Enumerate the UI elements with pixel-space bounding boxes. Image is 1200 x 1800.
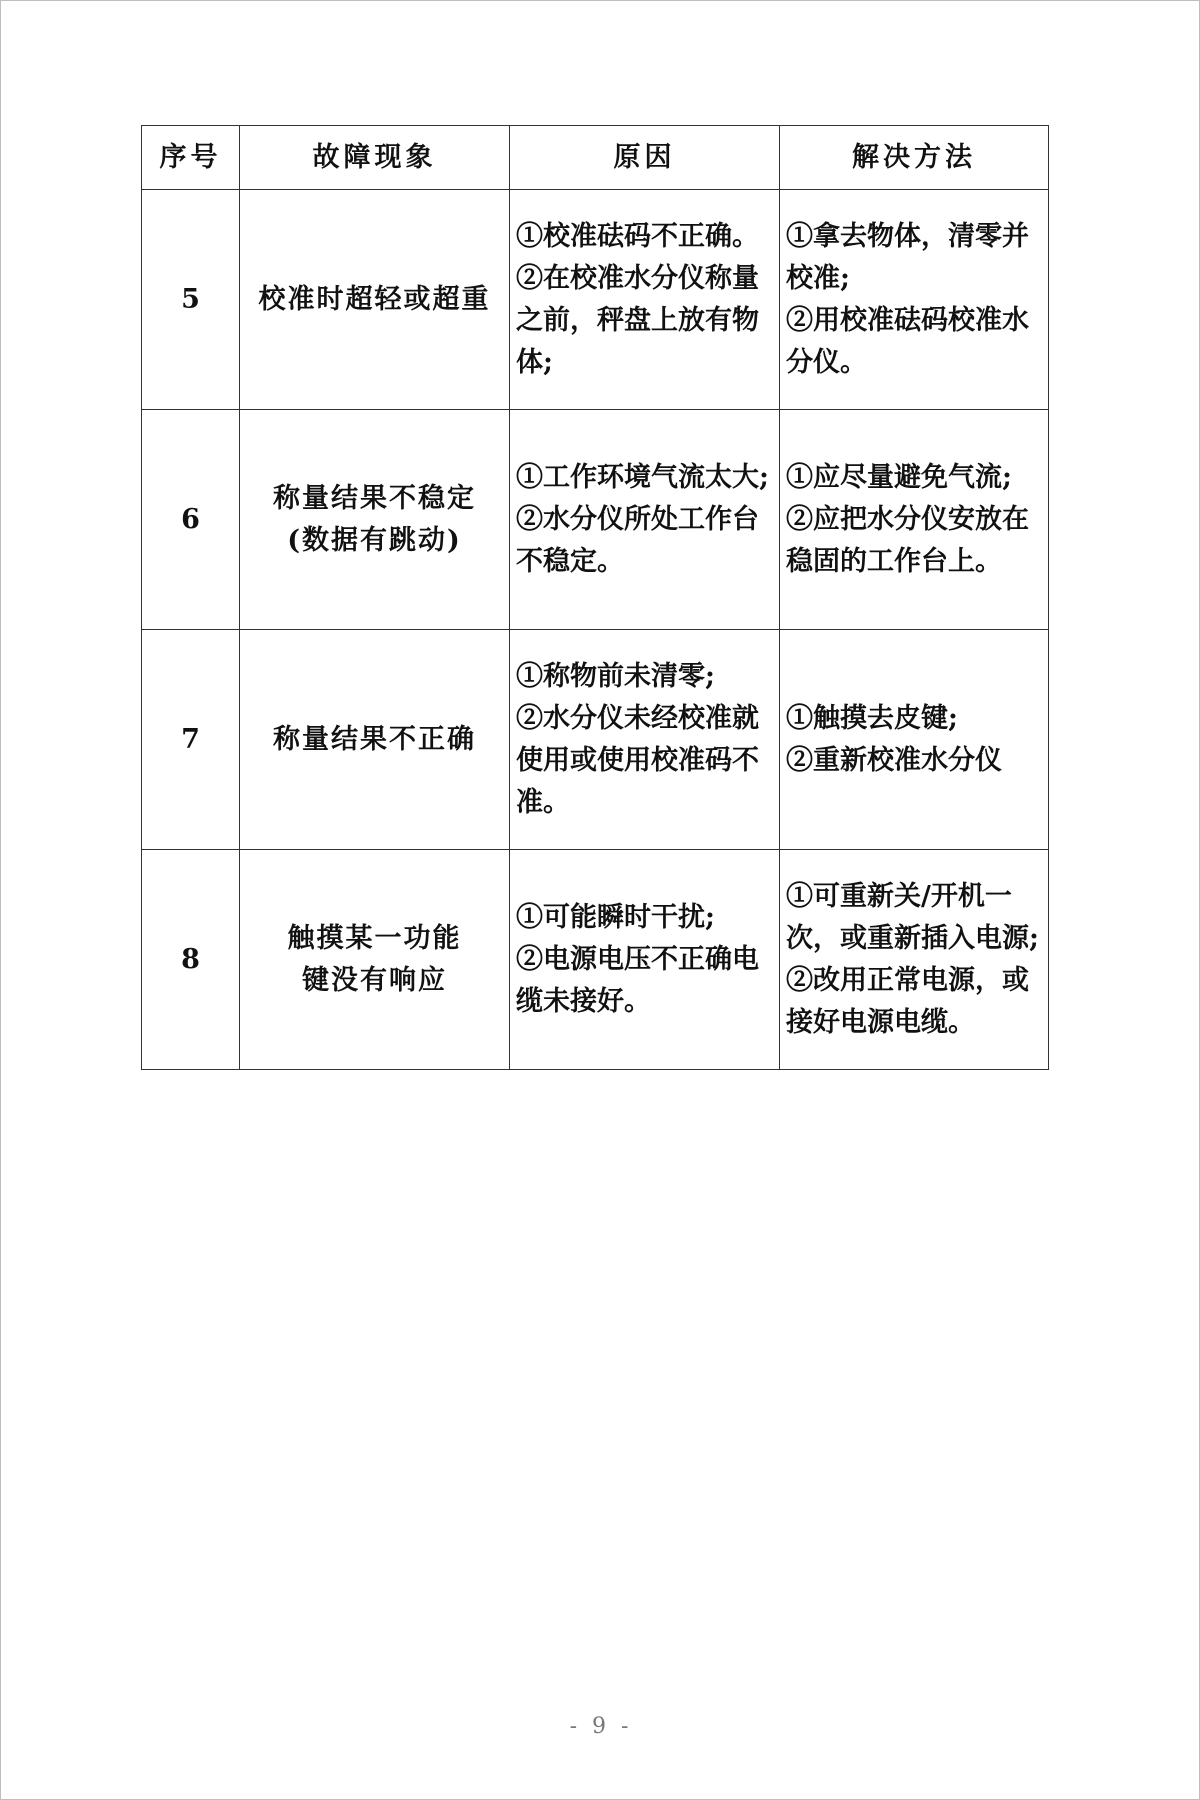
symptom-line: 触摸某一功能: [287, 922, 462, 954]
fault-solution: [780, 850, 1049, 1070]
symptom-line: 校准时超轻或超重: [258, 283, 491, 315]
symptom-line: 称量结果不正确: [273, 723, 476, 755]
solution-item: ①可重新关/开机一次，或重新插入电源;: [786, 880, 1039, 954]
header-cause: 原因: [510, 126, 780, 190]
table-header-row: [142, 126, 1049, 190]
fault-cause: [510, 410, 780, 630]
fault-solution: [780, 410, 1049, 630]
row-number: 5: [142, 190, 240, 410]
fault-cause: [510, 630, 780, 850]
solution-item: ①应尽量避免气流;: [786, 461, 1012, 493]
fault-solution: [780, 630, 1049, 850]
solution-item: ②应把水分仪安放在稳固的工作台上。: [786, 503, 1029, 577]
troubleshooting-table: [141, 125, 1049, 1070]
cause-item: ①校准砝码不正确。: [516, 220, 759, 252]
table-row: [142, 850, 1049, 1070]
solution-item: ②改用正常电源，或接好电源电缆。: [786, 964, 1029, 1038]
cause-item: ①工作环境气流太大;: [516, 461, 769, 493]
fault-symptom: [240, 630, 510, 850]
row-number: 7: [142, 630, 240, 850]
solution-item: ②重新校准水分仪: [786, 744, 1002, 776]
header-symptom: 故障现象: [240, 126, 510, 190]
header-no: 序号: [142, 126, 240, 190]
fault-symptom: [240, 850, 510, 1070]
row-number: 6: [142, 410, 240, 630]
row-number: 8: [142, 850, 240, 1070]
page-number: - 9 -: [569, 1714, 633, 1739]
cause-item: ②电源电压不正确电缆未接好。: [516, 943, 759, 1017]
symptom-line: 称量结果不稳定: [273, 482, 476, 514]
fault-symptom: [240, 190, 510, 410]
solution-item: ②用校准砝码校准水分仪。: [786, 304, 1029, 378]
cause-item: ①称物前未清零;: [516, 660, 715, 692]
solution-item: ①触摸去皮键;: [786, 702, 958, 734]
fault-cause: [510, 850, 780, 1070]
table-row: [142, 630, 1049, 850]
fault-solution: [780, 190, 1049, 410]
fault-symptom: [240, 410, 510, 630]
solution-item: ①拿去物体，清零并校准;: [786, 220, 1029, 294]
cause-item: ①可能瞬时干扰;: [516, 901, 715, 933]
cause-item: ②在校准水分仪称量之前，秤盘上放有物体;: [516, 262, 759, 378]
symptom-line: 键没有响应: [302, 964, 447, 996]
fault-cause: [510, 190, 780, 410]
cause-item: ②水分仪所处工作台不稳定。: [516, 503, 759, 577]
cause-item: ②水分仪未经校准就使用或使用校准码不准。: [516, 702, 759, 818]
table-row: [142, 410, 1049, 630]
table-row: [142, 190, 1049, 410]
header-solution: 解决方法: [780, 126, 1049, 190]
symptom-line: (数据有跳动): [287, 524, 462, 556]
